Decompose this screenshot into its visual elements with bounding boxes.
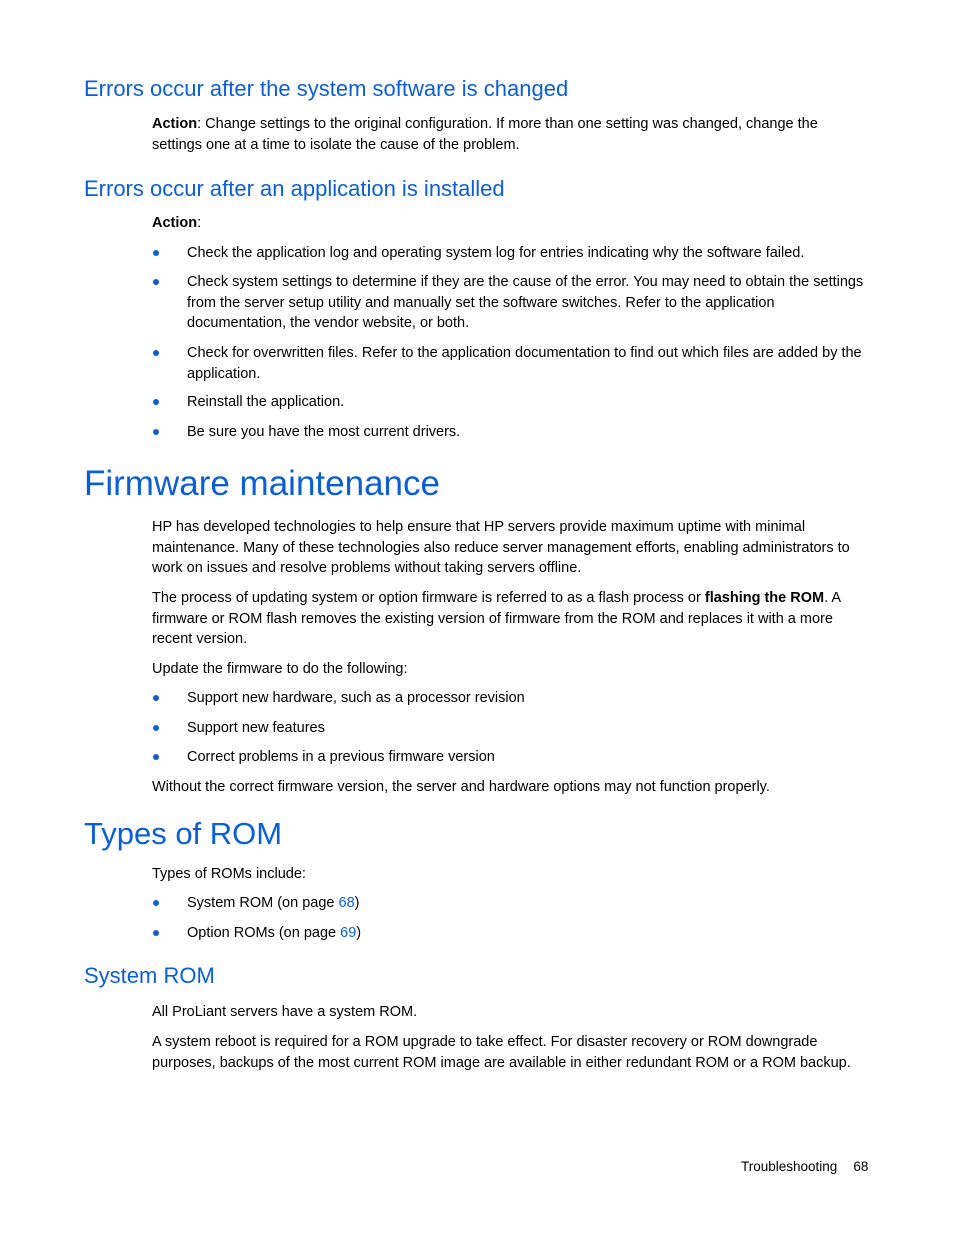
list-item: Support new hardware, such as a processor revision	[187, 690, 525, 706]
list-item	[187, 893, 871, 914]
firmware-paragraph-1: HP has developed technologies to help ensure that HP servers provide maximum uptime with minimal maintenance. Many of these technologies also reduce server management efforts, enabling administrators to work on issues and resolve problems without taking servers offline.	[152, 519, 850, 576]
item-close: )	[354, 895, 360, 911]
heading-system-rom: System ROM	[84, 963, 215, 988]
firmware-paragraph-2	[152, 588, 870, 650]
bullet-dot	[153, 695, 159, 701]
footer-section-name: Troubleshooting	[741, 1159, 838, 1174]
firmware-paragraph-4: Without the correct firmware version, the server and hardware options may not function properly.	[152, 779, 770, 795]
software-changed-action-paragraph	[152, 114, 870, 155]
para2-after: . A firmware or ROM flash removes the existing version of firmware from the ROM and replaces it with a more recent version.	[152, 590, 841, 647]
bullet-dot	[153, 350, 159, 356]
heading-types-of-rom: Types of ROM	[84, 816, 283, 851]
action-label: Action	[152, 116, 198, 132]
bullet-dot	[153, 900, 159, 906]
list-item: Be sure you have the most current drivers.	[187, 424, 461, 440]
section-heading-software-changed: Errors occur after the system software is changed	[84, 76, 569, 101]
para2-bold-term: flashing the ROM	[704, 590, 825, 606]
bullet-dot	[153, 754, 159, 760]
list-item: Correct problems in a previous firmware version	[187, 749, 495, 765]
action-label: Action	[152, 215, 198, 231]
firmware-paragraph-3: Update the firmware to do the following:	[152, 661, 408, 677]
action-text: : Change settings to the original configuration. If more than one setting was changed, change the settings one at a time to isolate the cause of the problem.	[152, 116, 818, 153]
footer-page-number: 68	[853, 1159, 869, 1174]
page-footer	[741, 1159, 868, 1174]
list-item	[187, 923, 871, 944]
item-text: Option ROMs (on page	[187, 925, 341, 941]
page-link-69[interactable]: 69	[340, 925, 357, 941]
item-text: System ROM (on page	[187, 895, 339, 911]
list-item: Reinstall the application.	[187, 394, 345, 410]
page-title-firmware-maintenance: Firmware maintenance	[84, 464, 440, 503]
list-item: Check for overwritten files. Refer to the application documentation to find out which files are added by the application.	[187, 345, 862, 382]
bullet-dot	[153, 399, 159, 405]
item-close: )	[356, 925, 362, 941]
section-heading-application-installed: Errors occur after an application is installed	[84, 176, 505, 201]
bullet-dot	[153, 429, 159, 435]
list-item: Check system settings to determine if they are the cause of the error. You may need to obtain the settings from the server setup utility and manually set the software switches. Refer to the application documentation, the vendor website, or both.	[187, 274, 864, 331]
list-item: Check the application log and operating system log for entries indicating why the software failed.	[187, 245, 805, 261]
application-action-label-paragraph	[152, 213, 870, 234]
bullet-dot	[153, 279, 159, 285]
para2-before: The process of updating system or option firmware is referred to as a flash process or	[152, 590, 705, 606]
bullet-dot	[153, 930, 159, 936]
bullet-dot	[153, 250, 159, 256]
types-of-rom-intro: Types of ROMs include:	[152, 866, 306, 882]
system-rom-paragraph-1: All ProLiant servers have a system ROM.	[152, 1004, 418, 1020]
page-link-68[interactable]: 68	[338, 895, 355, 911]
action-colon: :	[197, 215, 202, 231]
bullet-dot	[153, 725, 159, 731]
list-item: Support new features	[187, 720, 325, 736]
system-rom-paragraph-2: A system reboot is required for a ROM upgrade to take effect. For disaster recovery or ROM downgrade purposes, backups of the most current ROM image are available in either redundant ROM or a ROM backup.	[152, 1034, 851, 1071]
